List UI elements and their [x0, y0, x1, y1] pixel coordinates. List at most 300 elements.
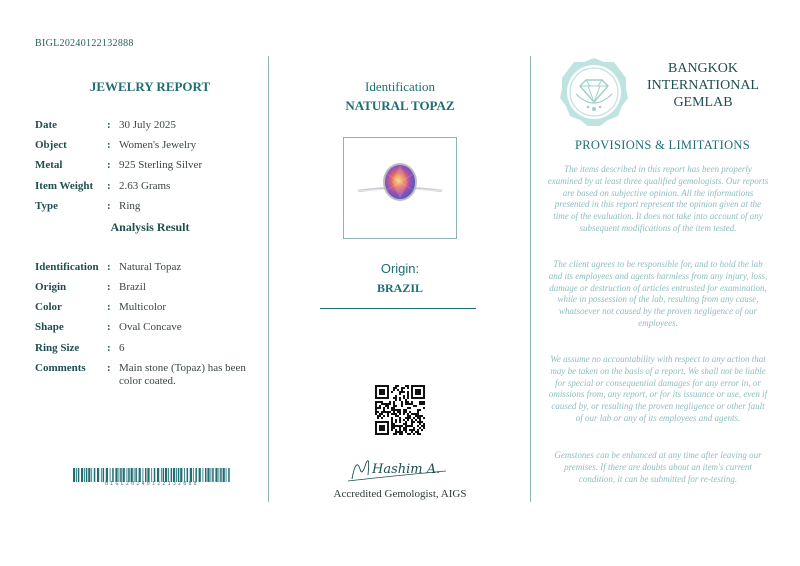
detail-row-object: Object : Women's Jewelry [35, 139, 269, 152]
qr-module [399, 399, 401, 401]
qr-module [405, 425, 407, 427]
qr-module [379, 427, 381, 429]
qr-module [399, 433, 401, 435]
analysis-result-title: Analysis Result [110, 220, 190, 234]
qr-module [421, 403, 423, 405]
analysis-label: Identification [35, 261, 99, 273]
qr-module [395, 387, 397, 389]
qr-module [391, 417, 393, 419]
barcode-bar [119, 468, 120, 482]
origin-label: Origin: [380, 261, 420, 276]
qr-module [417, 385, 419, 387]
barcode-bar [199, 468, 201, 482]
qr-module [381, 389, 383, 391]
qr-module [419, 417, 421, 419]
qr-module [405, 403, 407, 405]
qr-module [417, 415, 419, 417]
qr-module [381, 433, 383, 435]
qr-module [387, 385, 389, 387]
qr-module [375, 421, 377, 423]
qr-module [381, 391, 383, 393]
qr-module [379, 433, 381, 435]
barcode-number: BIGL20240122132888 [105, 481, 199, 487]
analysis-row-origin: Origin : Brazil [35, 281, 269, 294]
barcode-bar [115, 468, 117, 482]
qr-module [403, 427, 405, 429]
divider [320, 308, 476, 309]
qr-module [381, 425, 383, 427]
qr-module [391, 421, 393, 423]
barcode-bar [157, 468, 159, 482]
barcode-bar [135, 468, 137, 482]
qr-module [401, 425, 403, 427]
qr-module [413, 433, 415, 435]
qr-module [423, 417, 425, 419]
qr-module [413, 429, 415, 431]
qr-module [407, 425, 409, 427]
qr-module [383, 407, 385, 409]
detail-label: Object [35, 139, 67, 151]
barcode-bar [131, 468, 133, 482]
qr-module [399, 409, 401, 411]
qr-module [401, 389, 403, 391]
barcode-bar [123, 468, 125, 482]
barcode-bar [215, 468, 217, 482]
qr-module [417, 389, 419, 391]
qr-module [383, 389, 385, 391]
qr-module [397, 409, 399, 411]
gemlab-logo [558, 56, 630, 128]
qr-module [387, 415, 389, 417]
qr-module [417, 417, 419, 419]
qr-module [401, 401, 403, 403]
qr-module [415, 391, 417, 393]
qr-module [379, 397, 381, 399]
qr-module [379, 425, 381, 427]
qr-module [399, 417, 401, 419]
qr-module [415, 419, 417, 421]
qr-module [421, 397, 423, 399]
detail-row-date: Date : 30 July 2025 [35, 119, 269, 132]
barcode-bar [134, 468, 135, 482]
qr-module [419, 385, 421, 387]
detail-value: Women's Jewelry [119, 139, 197, 151]
barcode-bar [94, 468, 96, 482]
qr-module [395, 413, 397, 415]
detail-label: Metal [35, 159, 63, 171]
qr-module [381, 413, 383, 415]
qr-module [407, 391, 409, 393]
qr-module [381, 429, 383, 431]
lab-name-line: BANGKOK [668, 61, 738, 76]
origin-value: BRAZIL [376, 281, 423, 295]
qr-module [393, 397, 395, 399]
qr-module [411, 419, 413, 421]
qr-module [381, 417, 383, 419]
qr-module [399, 393, 401, 395]
qr-module [417, 425, 419, 427]
qr-module [387, 411, 389, 413]
qr-module [417, 433, 419, 435]
detail-row-weight: Item Weight : 2.63 Grams [35, 180, 269, 193]
barcode-bar [203, 468, 204, 482]
qr-module [393, 427, 395, 429]
qr-module [411, 389, 413, 391]
qr-module [411, 429, 413, 431]
barcode-bar [154, 468, 156, 482]
barcode-bar [178, 468, 180, 482]
qr-module [387, 393, 389, 395]
barcode-bar [220, 468, 222, 482]
qr-module [385, 405, 387, 407]
barcode-bar [128, 468, 130, 482]
qr-module [421, 429, 423, 431]
barcode-bar [171, 468, 173, 482]
qr-module [417, 431, 419, 433]
barcode-bar [73, 468, 75, 482]
qr-module [409, 407, 411, 409]
qr-module [419, 415, 421, 417]
qr-module [407, 401, 409, 403]
qr-module [401, 387, 403, 389]
qr-module [375, 407, 377, 409]
qr-module [387, 423, 389, 425]
detail-label: Item Weight [35, 180, 94, 192]
qr-module [387, 413, 389, 415]
qr-module [419, 389, 421, 391]
qr-module [391, 391, 393, 393]
qr-module [375, 395, 377, 397]
qr-module [393, 403, 395, 405]
qr-module [413, 413, 415, 415]
qr-module [415, 413, 417, 415]
qr-module [397, 425, 399, 427]
qr-module [383, 433, 385, 435]
qr-module [387, 395, 389, 397]
qr-module [409, 417, 411, 419]
qr-module [385, 411, 387, 413]
qr-module [405, 385, 407, 387]
qr-module [393, 387, 395, 389]
barcode-bar [205, 468, 207, 482]
qr-module [419, 401, 421, 403]
lab-name-line: INTERNATIONAL [647, 78, 759, 93]
qr-module [385, 403, 387, 405]
qr-module [423, 397, 425, 399]
qr-module [387, 405, 389, 407]
qr-module [387, 433, 389, 435]
qr-module [403, 387, 405, 389]
gemstone-photo [343, 137, 457, 239]
qr-module [417, 391, 419, 393]
analysis-row-ring-size: Ring Size : 6 [35, 342, 269, 355]
barcode-bar [120, 468, 122, 482]
qr-module [421, 401, 423, 403]
analysis-label: Color [35, 301, 62, 313]
detail-value: 30 July 2025 [119, 119, 176, 131]
qr-module [405, 431, 407, 433]
qr-module [383, 385, 385, 387]
detail-value: 925 Sterling Silver [119, 159, 203, 171]
qr-module [383, 393, 385, 395]
analysis-label: Origin [35, 281, 67, 293]
qr-module [401, 405, 403, 407]
detail-label: Type [35, 200, 59, 212]
qr-module [379, 407, 381, 409]
qr-module [415, 397, 417, 399]
qr-module [387, 421, 389, 423]
barcode-bar [195, 468, 197, 482]
qr-module [419, 393, 421, 395]
qr-module [375, 429, 377, 431]
qr-module [419, 421, 421, 423]
report-number: BIGL20240122132888 [35, 38, 134, 49]
barcode-bar [180, 468, 182, 482]
barcode-bar [84, 468, 85, 482]
qr-module [395, 433, 397, 435]
qr-module [411, 425, 413, 427]
qr-module [383, 421, 385, 423]
analysis-value: Brazil [119, 281, 146, 293]
qr-module [393, 407, 395, 409]
qr-module [379, 385, 381, 387]
qr-module [379, 401, 381, 403]
qr-module [381, 385, 383, 387]
barcode [73, 468, 231, 482]
qr-module [403, 409, 405, 411]
qr-module [381, 397, 383, 399]
barcode-bar [226, 468, 227, 482]
qr-module [395, 431, 397, 433]
qr-module [393, 409, 395, 411]
qr-module [407, 385, 409, 387]
qr-module [387, 431, 389, 433]
qr-module [403, 391, 405, 393]
qr-module [411, 403, 413, 405]
qr-module [405, 421, 407, 423]
qr-module [421, 425, 423, 427]
qr-module [417, 397, 419, 399]
qr-module [419, 423, 421, 425]
qr-module [395, 415, 397, 417]
qr-module [409, 425, 411, 427]
qr-module [377, 421, 379, 423]
qr-module [399, 397, 401, 399]
qr-module [381, 403, 383, 405]
qr-module [375, 431, 377, 433]
barcode-bar [228, 468, 230, 482]
qr-module [381, 421, 383, 423]
analysis-value: Oval Concave [119, 321, 182, 333]
analysis-row-color: Color : Multicolor [35, 301, 269, 314]
qr-module [413, 417, 415, 419]
qr-module [385, 397, 387, 399]
qr-module [423, 407, 425, 409]
qr-module [411, 395, 413, 397]
qr-module [387, 425, 389, 427]
qr-module [393, 425, 395, 427]
qr-module [383, 425, 385, 427]
qr-module [399, 419, 401, 421]
qr-module [419, 427, 421, 429]
qr-module [375, 405, 377, 407]
barcode-bar [139, 468, 141, 482]
qr-module [411, 397, 413, 399]
qr-module [375, 389, 377, 391]
qr-module [391, 409, 393, 411]
qr-module [381, 427, 383, 429]
qr-module [389, 401, 391, 403]
qr-module [377, 385, 379, 387]
qr-module [403, 413, 405, 415]
barcode-bar [127, 468, 128, 482]
analysis-label: Ring Size [35, 342, 80, 354]
qr-module [397, 411, 399, 413]
barcode-bar [165, 468, 167, 482]
ring-image [344, 138, 456, 238]
qr-module [413, 427, 415, 429]
analysis-value: 6 [119, 342, 125, 354]
qr-module [391, 413, 393, 415]
qr-module [379, 429, 381, 431]
barcode-bar [145, 468, 147, 482]
barcode-bar [103, 468, 105, 482]
barcode-bar [81, 468, 83, 482]
qr-module [403, 395, 405, 397]
qr-module [403, 419, 405, 421]
qr-module [417, 413, 419, 415]
qr-module [375, 411, 377, 413]
barcode-bar [112, 468, 114, 482]
qr-module [411, 391, 413, 393]
qr-module [393, 405, 395, 407]
qr-module [395, 425, 397, 427]
barcode-bar [176, 468, 177, 482]
qr-module [375, 393, 377, 395]
qr-module [417, 409, 419, 411]
qr-module [421, 415, 423, 417]
barcode-bar [212, 468, 214, 482]
barcode-bar [163, 468, 165, 482]
qr-module [393, 423, 395, 425]
qr-module [401, 431, 403, 433]
qr-module [411, 423, 413, 425]
qr-module [375, 425, 377, 427]
qr-module [417, 411, 419, 413]
qr-module [375, 401, 377, 403]
qr-module [387, 403, 389, 405]
qr-module [383, 427, 385, 429]
qr-module [423, 425, 425, 427]
qr-module [405, 411, 407, 413]
barcode-bar [223, 468, 225, 482]
qr-module [381, 401, 383, 403]
qr-module [411, 401, 413, 403]
qr-module [393, 433, 395, 435]
qr-module [415, 393, 417, 395]
qr-module [379, 405, 381, 407]
qr-module [407, 397, 409, 399]
analysis-row-shape: Shape : Oval Concave [35, 321, 269, 334]
qr-module [411, 421, 413, 423]
gemologist-signature [342, 447, 452, 487]
qr-module [375, 385, 377, 387]
qr-module [389, 403, 391, 405]
qr-module [397, 385, 399, 387]
qr-module [387, 407, 389, 409]
barcode-bar [106, 468, 108, 482]
qr-module [405, 417, 407, 419]
qr-module [377, 411, 379, 413]
analysis-label: Shape [35, 321, 64, 333]
qr-module [423, 391, 425, 393]
qr-module [383, 409, 385, 411]
qr-module [403, 411, 405, 413]
qr-module [391, 423, 393, 425]
qr-module [395, 409, 397, 411]
barcode-bar [173, 468, 175, 482]
qr-module [375, 409, 377, 411]
qr-module [405, 401, 407, 403]
qr-module [391, 425, 393, 427]
qr-module [385, 433, 387, 435]
qr-module [421, 421, 423, 423]
qr-module [387, 427, 389, 429]
qr-module [383, 429, 385, 431]
barcode-bar [143, 468, 144, 482]
qr-module [395, 429, 397, 431]
qr-module [383, 415, 385, 417]
qr-module [395, 421, 397, 423]
qr-module [381, 411, 383, 413]
qr-module [411, 431, 413, 433]
qr-module [409, 411, 411, 413]
analysis-value: Natural Topaz [119, 261, 182, 273]
qr-module [385, 421, 387, 423]
barcode-bar [211, 468, 212, 482]
barcode-bar [190, 468, 192, 482]
qr-module [407, 413, 409, 415]
qr-module [387, 389, 389, 391]
qr-module [413, 385, 415, 387]
qr-module [393, 401, 395, 403]
qr-module [423, 403, 425, 405]
barcode-bar [187, 468, 189, 482]
qr-module [419, 397, 421, 399]
qr-module [379, 391, 381, 393]
qr-module [395, 395, 397, 397]
qr-module [387, 397, 389, 399]
qr-module [415, 389, 417, 391]
detail-row-type: Type : Ring [35, 200, 269, 213]
qr-module [419, 419, 421, 421]
barcode-bar [161, 468, 162, 482]
barcode-bar [151, 468, 152, 482]
qr-module [417, 421, 419, 423]
barcode-bar [184, 468, 185, 482]
identification-label: Identification [364, 79, 436, 94]
qr-module [377, 401, 379, 403]
qr-module [399, 391, 401, 393]
qr-module [415, 385, 417, 387]
analysis-row-comments: Comments : Main stone (Topaz) has been color coated. [35, 362, 269, 388]
qr-module [375, 403, 377, 405]
lab-name-line: GEMLAB [673, 95, 733, 110]
qr-module [409, 415, 411, 417]
qr-module [405, 409, 407, 411]
provisions-title: PROVISIONS & LIMITATIONS [575, 138, 750, 152]
qr-module [415, 415, 417, 417]
